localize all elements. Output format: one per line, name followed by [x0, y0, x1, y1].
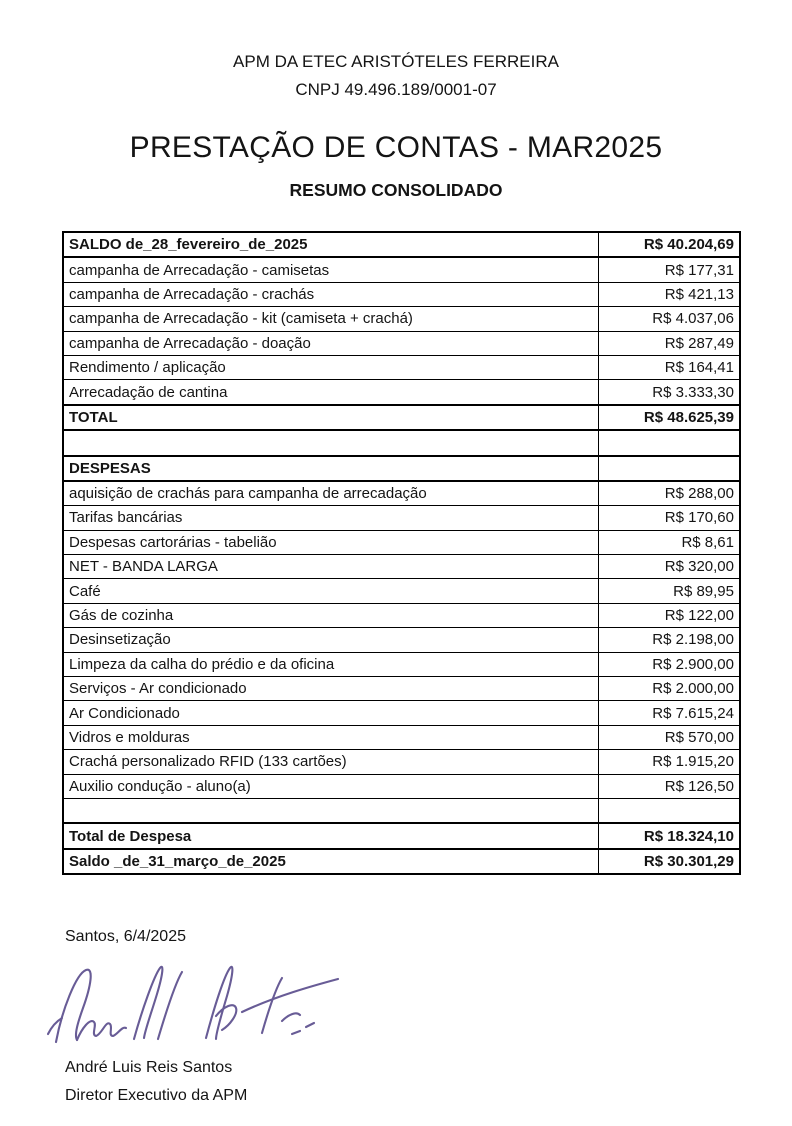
row-label: Rendimento / aplicação [63, 355, 599, 379]
row-label: DESPESAS [63, 456, 599, 481]
table-row [63, 456, 740, 481]
row-value: R$ 177,31 [599, 257, 741, 282]
row-value: R$ 1.915,20 [599, 750, 741, 774]
row-value: R$ 126,50 [599, 774, 741, 798]
signatory-name: André Luis Reis Santos [65, 1059, 233, 1076]
table-row [63, 307, 740, 331]
row-label: Tarifas bancárias [63, 506, 599, 530]
row-label: Serviços - Ar condicionado [63, 677, 599, 701]
table-row [63, 405, 740, 430]
table-row [63, 579, 740, 603]
place-date: Santos, 6/4/2025 [65, 928, 186, 945]
row-value: R$ 30.301,29 [599, 849, 741, 874]
row-value: R$ 18.324,10 [599, 823, 741, 848]
row-value: R$ 89,95 [599, 579, 741, 603]
row-label: Vidros e molduras [63, 725, 599, 749]
table-row [63, 282, 740, 306]
row-label: campanha de Arrecadação - crachás [63, 282, 599, 306]
row-value [599, 798, 741, 823]
page-subtitle: RESUMO CONSOLIDADO [289, 180, 503, 200]
row-label: Auxilio condução - aluno(a) [63, 774, 599, 798]
table-row [63, 750, 740, 774]
row-value: R$ 4.037,06 [599, 307, 741, 331]
table-row [63, 652, 740, 676]
signatory-role: Diretor Executivo da APM [65, 1087, 248, 1104]
table-row [63, 603, 740, 627]
row-value: R$ 48.625,39 [599, 405, 741, 430]
table-row [63, 774, 740, 798]
row-label: NET - BANDA LARGA [63, 555, 599, 579]
row-value: R$ 122,00 [599, 603, 741, 627]
table-row [63, 481, 740, 506]
row-value: R$ 3.333,30 [599, 380, 741, 405]
row-value: R$ 164,41 [599, 355, 741, 379]
table-row [63, 823, 740, 848]
row-value: R$ 7.615,24 [599, 701, 741, 725]
table-row [63, 555, 740, 579]
row-label: Café [63, 579, 599, 603]
row-value: R$ 2.000,00 [599, 677, 741, 701]
row-value: R$ 570,00 [599, 725, 741, 749]
table-row [63, 380, 740, 405]
row-value: R$ 170,60 [599, 506, 741, 530]
row-value: R$ 8,61 [599, 530, 741, 554]
row-label: SALDO de_28_fevereiro_de_2025 [63, 232, 599, 257]
row-value [599, 430, 741, 455]
table-row [63, 331, 740, 355]
row-label: Limpeza da calha do prédio e da oficina [63, 652, 599, 676]
table-row [63, 355, 740, 379]
signature-icon [44, 948, 344, 1052]
row-label [63, 430, 599, 455]
table-row [63, 257, 740, 282]
table-row [63, 798, 740, 823]
row-label: Gás de cozinha [63, 603, 599, 627]
row-label [63, 798, 599, 823]
row-value: R$ 320,00 [599, 555, 741, 579]
row-label: campanha de Arrecadação - doação [63, 331, 599, 355]
table-row [63, 677, 740, 701]
row-value: R$ 421,13 [599, 282, 741, 306]
accounts-table [62, 231, 741, 875]
page-title: PRESTAÇÃO DE CONTAS - MAR2025 [129, 131, 663, 164]
org-name: APM DA ETEC ARISTÓTELES FERREIRA [233, 52, 559, 71]
table-row [63, 430, 740, 455]
row-label: Saldo _de_31_março_de_2025 [63, 849, 599, 874]
row-value: R$ 288,00 [599, 481, 741, 506]
row-value: R$ 40.204,69 [599, 232, 741, 257]
row-label: Desinsetização [63, 628, 599, 652]
row-value: R$ 2.900,00 [599, 652, 741, 676]
table-row [63, 849, 740, 874]
org-cnpj: CNPJ 49.496.189/0001-07 [295, 80, 497, 99]
table-row [63, 530, 740, 554]
table-row [63, 701, 740, 725]
table-row [63, 506, 740, 530]
row-label: Crachá personalizado RFID (133 cartões) [63, 750, 599, 774]
row-label: Total de Despesa [63, 823, 599, 848]
row-value [599, 456, 741, 481]
row-label: Arrecadação de cantina [63, 380, 599, 405]
signature-image [44, 948, 344, 1052]
table-row [63, 725, 740, 749]
row-label: TOTAL [63, 405, 599, 430]
row-value: R$ 2.198,00 [599, 628, 741, 652]
row-label: campanha de Arrecadação - camisetas [63, 257, 599, 282]
table-row [63, 232, 740, 257]
table-row [63, 628, 740, 652]
row-label: Despesas cartorárias - tabelião [63, 530, 599, 554]
row-label: aquisição de crachás para campanha de arrecadação [63, 481, 599, 506]
row-label: campanha de Arrecadação - kit (camiseta + crachá) [63, 307, 599, 331]
row-label: Ar Condicionado [63, 701, 599, 725]
row-value: R$ 287,49 [599, 331, 741, 355]
